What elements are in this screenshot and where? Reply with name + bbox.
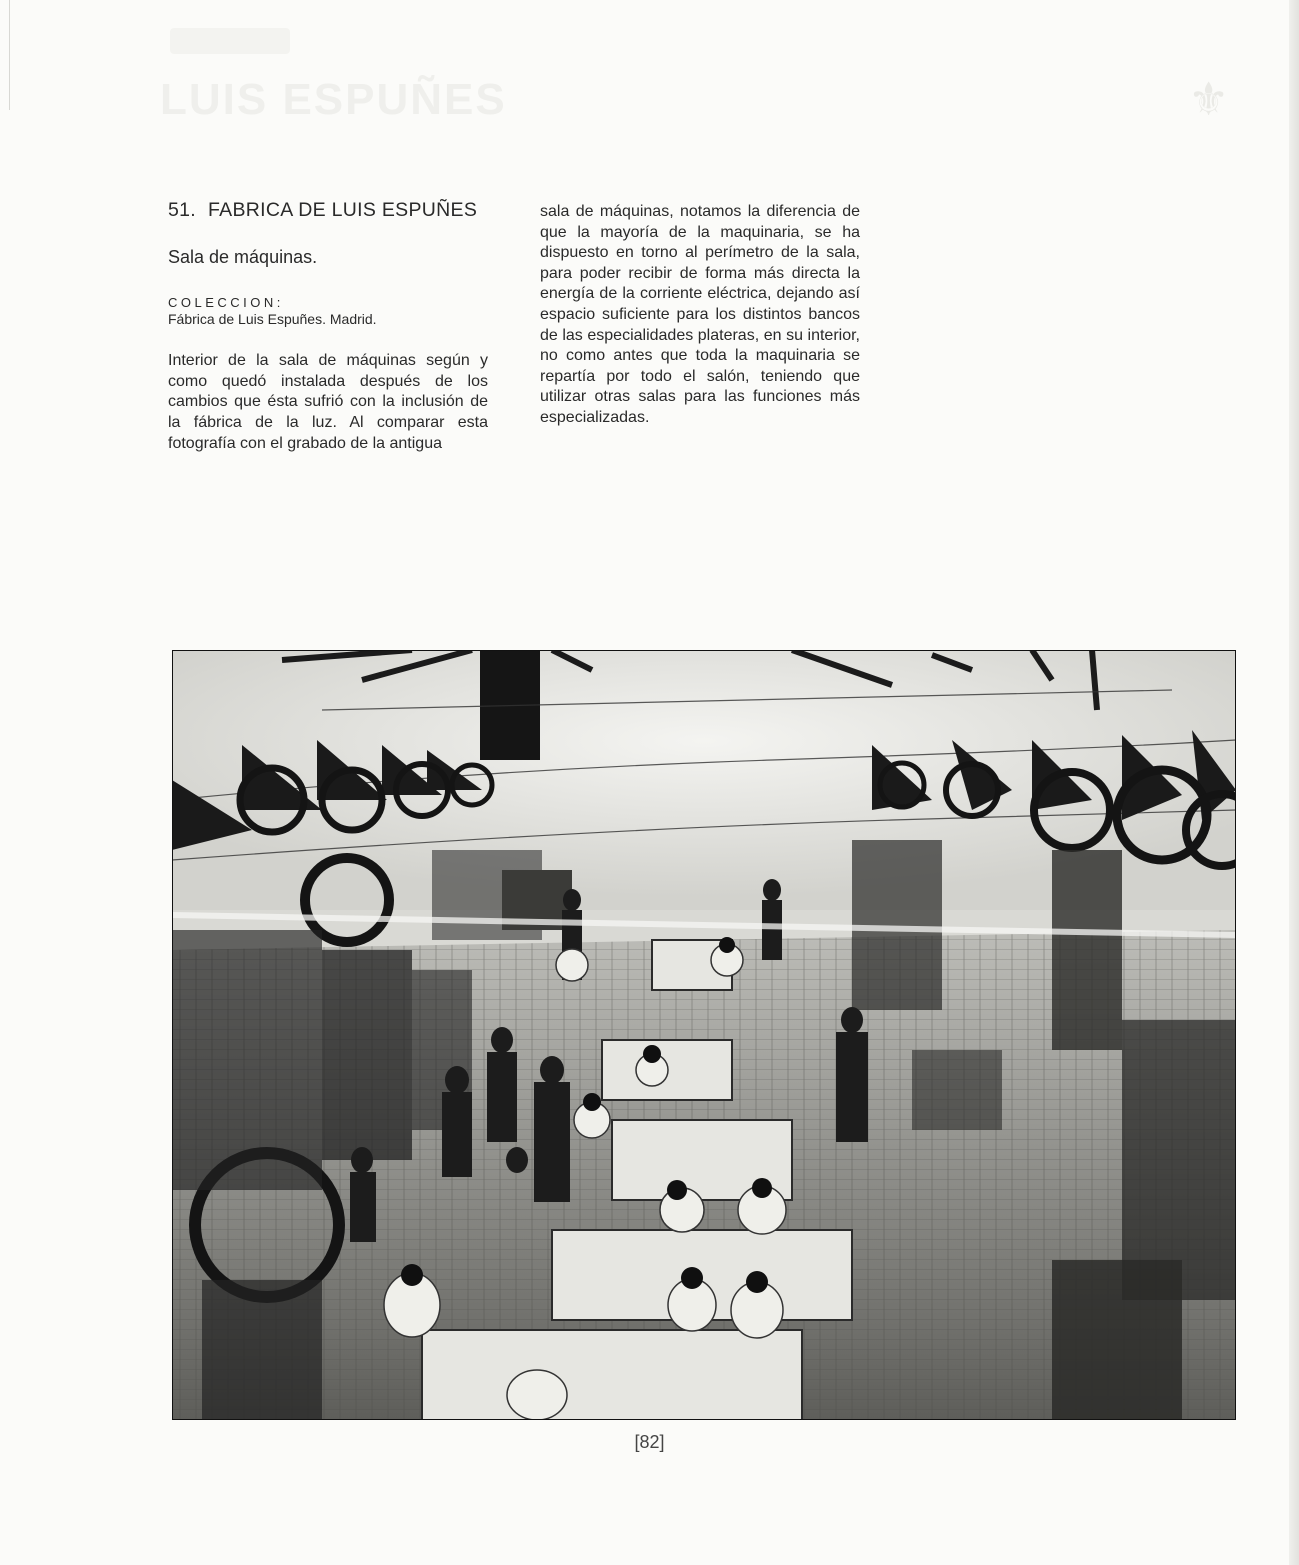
body-text-column-2: sala de máquinas, notamos la diferencia de que la mayoría de la maquinaria, se ha dispuesto en torno al perímetro de la sala, para poder recibir de forma más directa la energía de la corriente eléctrica, dejando así espacio suficiente para los distintos bancos de las especialidades plateras, en su interior, no como antes que toda la maquinaria se repartía por todo el salón, teniendo que utilizar otras salas para las funciones más especializadas. (540, 203, 860, 426)
bleed-through-block (170, 28, 290, 54)
page-number: [82] (634, 1432, 665, 1452)
entry-number: 51. (168, 199, 197, 221)
entry-heading (168, 200, 488, 221)
entry-title: FABRICA DE LUIS ESPUÑES (208, 199, 478, 221)
bleed-through-title: LUIS ESPUÑES (160, 75, 507, 124)
fleur-de-lis-icon: ⚜ (1188, 73, 1230, 125)
collection-value: Fábrica de Luis Espuñes. Madrid. (168, 311, 377, 328)
collection-label: COLECCION: (168, 295, 284, 311)
body-text-column-1: Interior de la sala de máquinas según y como quedó instalada después de los cambios que ésta sufrió con la inclusión de la fábrica de la luz. Al comparar esta fotografía con el grabado de la antigua (168, 352, 488, 452)
right-column (540, 202, 860, 429)
factory-photograph (172, 650, 1236, 1420)
page-edge-shadow (1289, 0, 1299, 1565)
left-edge-mark (9, 0, 10, 110)
left-column (168, 200, 488, 454)
entry-subtitle: Sala de máquinas. (168, 246, 318, 267)
